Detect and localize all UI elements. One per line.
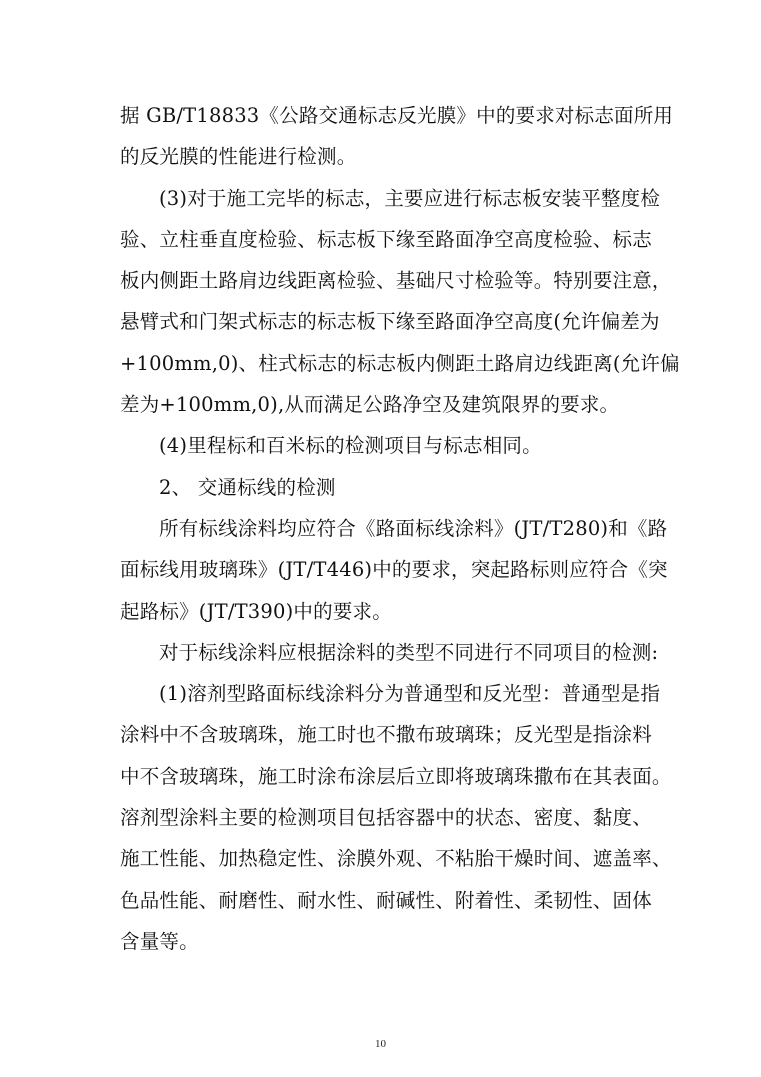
page-number: 10	[375, 1038, 386, 1050]
text-line: +100mm,0)、柱式标志的标志板内侧距土路肩边线距离(允许偏	[120, 351, 680, 375]
text-line: (1)溶剂型路面标线涂料分为普通型和反光型：普通型是指	[159, 682, 661, 706]
text-line: 所有标线涂料均应符合《路面标线涂料》(JT/T280)和《路	[159, 516, 668, 540]
document-page-body	[120, 95, 680, 962]
section-heading: 2、 交通标线的检测	[159, 475, 336, 499]
text-line: 施工性能、加热稳定性、涂膜外观、不粘胎干燥时间、遮盖率、	[120, 847, 672, 871]
text-line: 悬臂式和门架式标志的标志板下缘至路面净空高度(允许偏差为	[120, 310, 660, 334]
text-line: 板内侧距土路肩边线距离检验、基础尺寸检验等。特别要注意，	[120, 269, 672, 293]
text-line: 涂料中不含玻璃珠，施工时也不撒布玻璃珠；反光型是指涂料	[120, 723, 652, 747]
text-line: 验、立柱垂直度检验、标志板下缘至路面净空高度检验、标志	[120, 227, 652, 251]
text-line: 起路标》(JT/T390)中的要求。	[120, 599, 392, 623]
text-line: 色品性能、耐磨性、耐水性、耐碱性、附着性、柔韧性、固体	[120, 888, 652, 912]
text-line: 的反光膜的性能进行检测。	[120, 145, 357, 169]
text-line: 差为+100mm,0),从而满足公路净空及建筑限界的要求。	[120, 393, 620, 417]
text-line: 据 GB/T18833《公路交通标志反光膜》中的要求对标志面所用	[120, 104, 674, 127]
text-line: 面标线用玻璃珠》(JT/T446)中的要求，突起路标则应符合《突	[120, 558, 668, 582]
text-line: (4)里程标和百米标的检测项目与标志相同。	[159, 434, 542, 458]
text-line: 对于标线涂料应根据涂料的类型不同进行不同项目的检测:	[159, 640, 659, 664]
text-line: 中不含玻璃珠，施工时涂布涂层后立即将玻璃珠撒布在其表面。	[120, 764, 672, 788]
text-line: 含量等。	[120, 929, 199, 953]
text-line: 溶剂型涂料主要的检测项目包括容器中的状态、密度、黏度、	[120, 806, 652, 830]
text-line: (3)对于施工完毕的标志，主要应进行标志板安装平整度检	[159, 186, 661, 210]
